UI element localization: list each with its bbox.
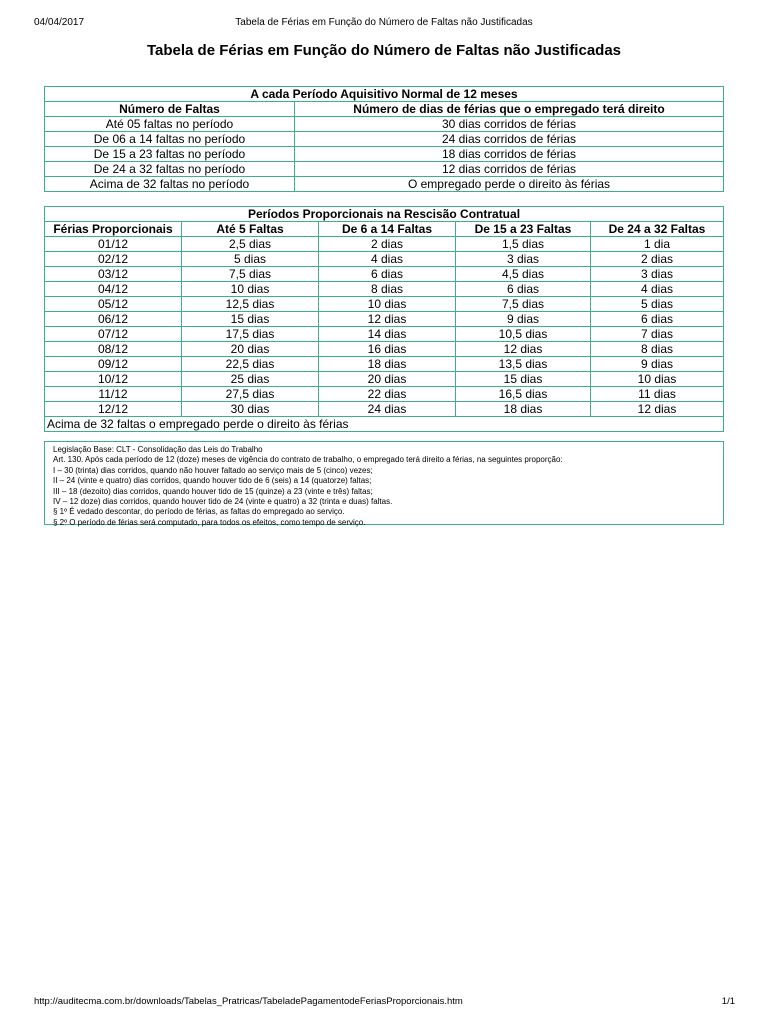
table-caption: A cada Período Aquisitivo Normal de 12 meses [45, 87, 724, 102]
table-row [45, 117, 724, 132]
table-header-row [45, 102, 724, 117]
column-header: De 6 a 14 Faltas [319, 222, 456, 237]
table-periodo-aquisitivo [44, 86, 724, 192]
print-date: 04/04/2017 [34, 17, 85, 28]
table-caption-row [45, 207, 724, 222]
table-row [45, 132, 724, 147]
table-cell: 8 dias [319, 282, 456, 297]
table-cell: 30 dias [182, 402, 319, 417]
table-cell: 27,5 dias [182, 387, 319, 402]
table-cell: 7,5 dias [456, 297, 591, 312]
table-cell: 07/12 [45, 327, 182, 342]
table-cell: 22 dias [319, 387, 456, 402]
legislation-line: II – 24 (vinte e quatro) dias corridos, quando houver tido de 6 (seis) a 14 (quatorze) faltas; [53, 476, 372, 486]
table-cell: 1 dia [591, 237, 724, 252]
table-cell: 10,5 dias [456, 327, 591, 342]
table-cell: 18 dias [319, 357, 456, 372]
table-header-row [45, 222, 724, 237]
table-periodos-proporcionais [44, 206, 724, 432]
table-cell: 11/12 [45, 387, 182, 402]
page-number: 1/1 [721, 996, 735, 1007]
table-cell: 9 dias [591, 357, 724, 372]
table-cell: Até 05 faltas no período [45, 117, 295, 132]
column-header: Até 5 Faltas [182, 222, 319, 237]
table-cell: Acima de 32 faltas no período [45, 177, 295, 192]
table-cell: 02/12 [45, 252, 182, 267]
table-cell: 24 dias [319, 402, 456, 417]
table-cell: 18 dias corridos de férias [295, 147, 724, 162]
table-cell: 13,5 dias [456, 357, 591, 372]
column-header: Férias Proporcionais [45, 222, 182, 237]
table-cell: 09/12 [45, 357, 182, 372]
table-cell: 25 dias [182, 372, 319, 387]
legislation-line: III – 18 (dezoito) dias corridos, quando houver tido de 15 (quinze) a 23 (vinte e três) faltas; [53, 486, 373, 496]
print-header-title: Tabela de Férias em Função do Número de Faltas não Justificadas [235, 17, 533, 28]
table-cell: 2 dias [319, 237, 456, 252]
table-cell: 3 dias [456, 252, 591, 267]
table-cell: 5 dias [591, 297, 724, 312]
table-row [45, 297, 724, 312]
table-cell: 04/12 [45, 282, 182, 297]
legislation-line: I – 30 (trinta) dias corridos, quando não houver faltado ao serviço mais de 5 (cinco) vezes; [53, 465, 373, 475]
table-row [45, 402, 724, 417]
table-cell: 12,5 dias [182, 297, 319, 312]
legislation-line: Art. 130. Após cada período de 12 (doze) meses de vigência do contrato de trabalho, o empregado terá direito a férias, na seguintes proporção: [53, 455, 563, 465]
table-footer-note: Acima de 32 faltas o empregado perde o direito às férias [45, 417, 724, 432]
column-header: Número de dias de férias que o empregado terá direito [295, 102, 724, 117]
table-cell: 16 dias [319, 342, 456, 357]
legislation-line: § 1º É vedado descontar, do período de férias, as faltas do empregado ao serviço. [53, 507, 345, 517]
column-header: De 24 a 32 Faltas [591, 222, 724, 237]
table-row [45, 372, 724, 387]
table-cell: 22,5 dias [182, 357, 319, 372]
table-row [45, 162, 724, 177]
legislation-line: IV – 12 doze) dias corridos, quando houver tido de 24 (vinte e quatro) a 32 (trinta e duas) faltas. [53, 497, 393, 507]
table-cell: 6 dias [319, 267, 456, 282]
table-cell: 20 dias [319, 372, 456, 387]
table-cell: 16,5 dias [456, 387, 591, 402]
table-cell: 05/12 [45, 297, 182, 312]
table-row [45, 267, 724, 282]
table-cell: 12/12 [45, 402, 182, 417]
table-cell: 9 dias [456, 312, 591, 327]
table-cell: O empregado perde o direito às férias [295, 177, 724, 192]
table-cell: 06/12 [45, 312, 182, 327]
table-row [45, 357, 724, 372]
table-row [45, 312, 724, 327]
table-row [45, 252, 724, 267]
table-cell: 4,5 dias [456, 267, 591, 282]
table-footer-row [45, 417, 724, 432]
table-row [45, 282, 724, 297]
table-cell: 12 dias [591, 402, 724, 417]
table-cell: 3 dias [591, 267, 724, 282]
table-cell: 10/12 [45, 372, 182, 387]
table-cell: 01/12 [45, 237, 182, 252]
table-cell: 12 dias [456, 342, 591, 357]
page-title: Tabela de Férias em Função do Número de Faltas não Justificadas [146, 42, 622, 59]
table-cell: 4 dias [591, 282, 724, 297]
table-cell: 30 dias corridos de férias [295, 117, 724, 132]
table-cell: 10 dias [319, 297, 456, 312]
table-cell: De 06 a 14 faltas no período [45, 132, 295, 147]
table-cell: 2 dias [591, 252, 724, 267]
column-header: Número de Faltas [45, 102, 295, 117]
table-cell: 4 dias [319, 252, 456, 267]
table-cell: 7 dias [591, 327, 724, 342]
table-cell: 15 dias [456, 372, 591, 387]
table-row [45, 237, 724, 252]
table-row [45, 177, 724, 192]
table-cell: 10 dias [591, 372, 724, 387]
table-cell: 12 dias corridos de férias [295, 162, 724, 177]
table-cell: De 15 a 23 faltas no período [45, 147, 295, 162]
table-cell: 12 dias [319, 312, 456, 327]
table-cell: 15 dias [182, 312, 319, 327]
table-row [45, 387, 724, 402]
table-cell: 14 dias [319, 327, 456, 342]
table-cell: 08/12 [45, 342, 182, 357]
source-url: http://auditecma.com.br/downloads/Tabelas_Pratricas/TabeladePagamentodeFeriasProporcionais.htm [34, 996, 463, 1007]
table-cell: 5 dias [182, 252, 319, 267]
table-caption-row [45, 87, 724, 102]
legislation-box [44, 441, 724, 525]
column-header: De 15 a 23 Faltas [456, 222, 591, 237]
table-cell: 20 dias [182, 342, 319, 357]
table-caption: Períodos Proporcionais na Rescisão Contratual [45, 207, 724, 222]
table-cell: 8 dias [591, 342, 724, 357]
table-row [45, 342, 724, 357]
table-cell: 2,5 dias [182, 237, 319, 252]
table-cell: 24 dias corridos de férias [295, 132, 724, 147]
table-cell: 6 dias [591, 312, 724, 327]
table-cell: 10 dias [182, 282, 319, 297]
table-cell: 1,5 dias [456, 237, 591, 252]
table-row [45, 147, 724, 162]
table-row [45, 327, 724, 342]
legislation-line: § 2º O período de férias será computado, para todos os efeitos, como tempo de serviço. [53, 517, 366, 527]
table-cell: 03/12 [45, 267, 182, 282]
table-cell: De 24 a 32 faltas no período [45, 162, 295, 177]
legislation-line: Legislação Base: CLT - Consolidação das Leis do Trabalho [53, 445, 263, 454]
table-cell: 7,5 dias [182, 267, 319, 282]
table-cell: 6 dias [456, 282, 591, 297]
table-cell: 11 dias [591, 387, 724, 402]
table-cell: 18 dias [456, 402, 591, 417]
table-cell: 17,5 dias [182, 327, 319, 342]
